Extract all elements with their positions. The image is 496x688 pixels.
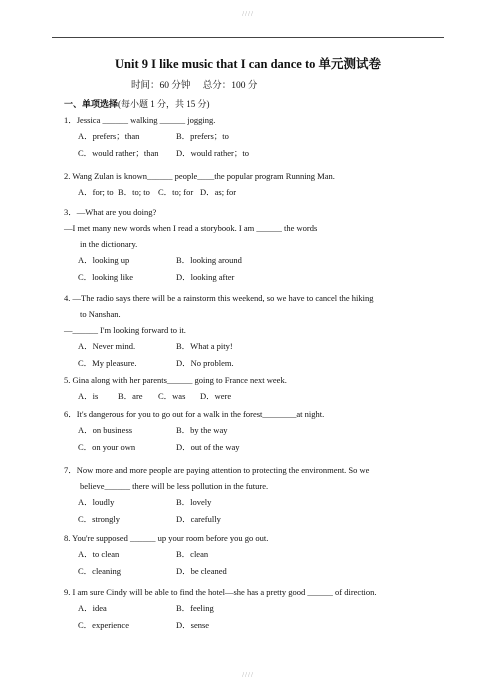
answer-option: B．What a pity! <box>176 341 233 351</box>
answer-option: C．to; for <box>158 187 194 197</box>
question-5 <box>64 372 444 388</box>
answer-option: A．is <box>78 391 99 401</box>
question-text: 5. Gina along with her parents______ going to France next week. <box>64 375 287 385</box>
question-text: 4. —The radio says there will be a rainstorm this weekend, so we have to cancel the hiking <box>64 293 374 303</box>
answer-option: B．by the way <box>176 425 228 435</box>
answer-option: A．to clean <box>78 549 120 559</box>
answer-option: C．was <box>158 391 186 401</box>
answer-option: C．looking like <box>78 272 134 282</box>
answer-option: C．experience <box>78 620 129 630</box>
answer-option: A．loudly <box>78 497 115 507</box>
question-text: 3．—What are you doing? <box>64 207 157 217</box>
question-text: 8. You're supposed ______ up your room before you go out. <box>64 533 269 543</box>
answer-option: D．carefully <box>176 514 221 524</box>
answer-option: B．lovely <box>176 497 212 507</box>
question-7 <box>64 462 444 494</box>
exam-time: 时间：60 分钟 <box>131 81 191 91</box>
answer-option: A．prefers；than <box>78 131 140 141</box>
question-text: —I met many new words when I read a storybook. I am ______ the words <box>64 223 318 233</box>
question-text: 9. I am sure Cindy will be able to find the hotel—she has a pretty good ______ of direction. <box>64 587 377 597</box>
answer-option: D．were <box>200 391 232 401</box>
header-mark: //// <box>242 10 254 18</box>
answer-option: C．My pleasure. <box>78 358 137 368</box>
question-3 <box>64 204 444 252</box>
question-text: —______ I'm looking forward to it. <box>64 325 186 335</box>
question-9 <box>64 584 444 600</box>
answer-option: B．are <box>118 391 143 401</box>
question-text: to Nanshan. <box>80 309 121 319</box>
question-text: 6．It's dangerous for you to go out for a walk in the forest________at night. <box>64 409 325 419</box>
question-2 <box>64 168 444 184</box>
answer-option: A．on business <box>78 425 133 435</box>
answer-option: B．prefers；to <box>176 131 229 141</box>
question-4 <box>64 290 444 338</box>
answer-option: B．feeling <box>176 603 214 613</box>
answer-option: A．looking up <box>78 255 130 265</box>
question-6 <box>64 406 444 422</box>
section-note: (每小题 1 分，共 15 分) <box>118 99 210 109</box>
answer-option: A．for; to <box>78 187 114 197</box>
exam-score: 总分：100 分 <box>202 81 258 91</box>
question-8 <box>64 530 444 546</box>
answer-option: D．out of the way <box>176 442 240 452</box>
answer-option: B．looking around <box>176 255 242 265</box>
question-text: 1．Jessica ______ walking ______ jogging. <box>64 115 216 125</box>
section-label: 一、单项选择 <box>64 99 119 109</box>
answer-option: D．looking after <box>176 272 235 282</box>
answer-option: C．strongly <box>78 514 121 524</box>
question-text: believe______ there will be less pollution in the future. <box>80 481 269 491</box>
answer-option: A．idea <box>78 603 107 613</box>
header-rule <box>52 37 444 38</box>
section-heading <box>64 97 210 110</box>
question-text: 2. Wang Zulan is known______ people____the popular program Running Man. <box>64 171 335 181</box>
answer-option: D．as; for <box>200 187 237 197</box>
answer-option: D．sense <box>176 620 210 630</box>
answer-option: D．be cleaned <box>176 566 227 576</box>
question-1 <box>64 112 444 128</box>
answer-option: B．clean <box>176 549 209 559</box>
exam-info <box>131 77 267 91</box>
answer-option: A．Never mind. <box>78 341 136 351</box>
answer-option: D．would rather；to <box>176 148 249 158</box>
question-text: 7．Now more and more people are paying attention to protecting the environment. So we <box>64 465 370 475</box>
footer-mark: //// <box>242 671 254 679</box>
answer-option: C．cleaning <box>78 566 121 576</box>
page-title: Unit 9 I like music that I can dance to 单元测试卷 <box>115 57 381 71</box>
answer-option: D．No problem. <box>176 358 234 368</box>
answer-option: C．on your own <box>78 442 136 452</box>
answer-option: B．to; to <box>118 187 150 197</box>
answer-option: C．would rather；than <box>78 148 159 158</box>
question-text: in the dictionary. <box>80 239 138 249</box>
